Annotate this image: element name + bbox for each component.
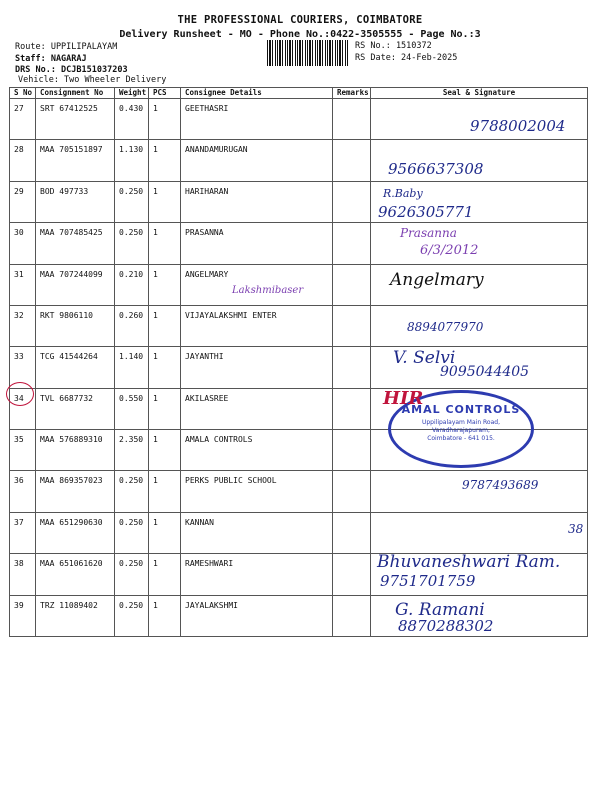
col-consignee: Consignee Details (181, 88, 333, 99)
cell-consignee: AMALA CONTROLS (181, 430, 333, 471)
cell-consignment-no: MAA 869357023 (36, 471, 115, 512)
cell-consignment-no: TCG 41544264 (36, 347, 115, 388)
cell-consignment-no: MAA 707485425 (36, 223, 115, 264)
cell-consignment-no: MAA 705151897 (36, 140, 115, 181)
cell-remarks (333, 430, 371, 471)
handwriting-row33-phone: 9095044405 (440, 364, 530, 380)
handwriting-row31-note: Lakshmibaser (232, 285, 304, 296)
handwriting-row31: Angelmary (390, 270, 484, 290)
cell-weight: 1.140 (115, 347, 149, 388)
cell-remarks (333, 595, 371, 637)
cell-consignment-no: SRT 67412525 (36, 99, 115, 140)
cell-remarks (333, 140, 371, 181)
handwriting-row36: 9787493689 (462, 478, 539, 492)
handwriting-row29: 9626305771 (378, 203, 474, 221)
stamp-name: AMAL CONTROLS (401, 403, 521, 416)
cell-consignee: AKILASREE (181, 388, 333, 429)
cell-consignee: ANGELMARY (181, 264, 333, 305)
rs-date: RS Date: 24-Feb-2025 (355, 53, 458, 63)
cell-sno: 30 (10, 223, 36, 264)
col-consignment: Consignment No (36, 88, 115, 99)
table-header-row (10, 88, 588, 99)
handwriting-row30-date: 6/3/2012 (420, 243, 479, 258)
cell-sno: 31 (10, 264, 36, 305)
table-row (10, 305, 588, 346)
cell-pcs: 1 (149, 223, 181, 264)
cell-sno: 28 (10, 140, 36, 181)
stamp-line3: Coimbatore - 641 015. (427, 435, 495, 442)
cell-pcs: 1 (149, 181, 181, 222)
cell-remarks (333, 305, 371, 346)
cell-consignment-no: MAA 651061620 (36, 554, 115, 595)
cell-consignee: ANANDAMURUGAN (181, 140, 333, 181)
cell-consignment-no: RKT 9806110 (36, 305, 115, 346)
cell-consignee: JAYALAKSHMI (181, 595, 333, 637)
cell-remarks (333, 554, 371, 595)
handwriting-row30-name: Prasanna (400, 226, 457, 240)
vehicle-label: Vehicle: Two Wheeler Delivery (18, 75, 167, 85)
cell-signature (371, 512, 588, 553)
cell-sno: 27 (10, 99, 36, 140)
col-pcs: PCS (149, 88, 181, 99)
cell-remarks (333, 223, 371, 264)
cell-remarks (333, 388, 371, 429)
col-signature: Seal & Signature (371, 88, 588, 99)
handwriting-row38: 9751701759 (380, 572, 476, 590)
cell-sno: 36 (10, 471, 36, 512)
table-row (10, 595, 588, 637)
cell-sno: 39 (10, 595, 36, 637)
cell-weight: 0.250 (115, 471, 149, 512)
cell-consignee: KANNAN (181, 512, 333, 553)
cell-pcs: 1 (149, 140, 181, 181)
handwriting-row33-name: V. Selvi (393, 348, 456, 368)
col-sno: S No (10, 88, 36, 99)
runsheet-subtitle: Delivery Runsheet - MO - Phone No.:0422-3505555 - Page No.:3 (119, 29, 481, 40)
cell-consignment-no: MAA 576889310 (36, 430, 115, 471)
cell-weight: 0.260 (115, 305, 149, 346)
table-row (10, 223, 588, 264)
cell-pcs: 1 (149, 305, 181, 346)
handwriting-row29-name: R.Baby (383, 187, 423, 200)
cell-sno: 35 (10, 430, 36, 471)
cell-remarks (333, 99, 371, 140)
handwriting-row39: 8870288302 (398, 617, 494, 635)
cell-consignment-no: MAA 707244099 (36, 264, 115, 305)
cell-consignee: PERKS PUBLIC SCHOOL (181, 471, 333, 512)
cell-pcs: 1 (149, 264, 181, 305)
cell-sno: 38 (10, 554, 36, 595)
col-remarks: Remarks (333, 88, 371, 99)
cell-pcs: 1 (149, 554, 181, 595)
cell-remarks (333, 512, 371, 553)
cell-consignment-no: MAA 651290630 (36, 512, 115, 553)
cell-consignee: GEETHASRI (181, 99, 333, 140)
cell-consignee: HARIHARAN (181, 181, 333, 222)
cell-sno: 37 (10, 512, 36, 553)
handwriting-row27: 9788002004 (470, 117, 566, 135)
cell-remarks (333, 347, 371, 388)
drs-number: DRS No.: DCJB151037203 (15, 65, 128, 75)
cell-pcs: 1 (149, 471, 181, 512)
cell-pcs: 1 (149, 512, 181, 553)
table-row (10, 512, 588, 553)
cell-remarks (333, 264, 371, 305)
cell-consignment-no: TRZ 11089402 (36, 595, 115, 637)
cell-weight: 0.250 (115, 595, 149, 637)
cell-pcs: 1 (149, 595, 181, 637)
cell-pcs: 1 (149, 430, 181, 471)
handwriting-row34: HIR (383, 388, 424, 409)
table-row (10, 181, 588, 222)
cell-consignment-no: TVL 6687732 (36, 388, 115, 429)
cell-weight: 0.430 (115, 99, 149, 140)
staff-label: Staff: NAGARAJ (15, 54, 87, 64)
cell-remarks (333, 181, 371, 222)
cell-remarks (333, 471, 371, 512)
route-label: Route: UPPILIPALAYAM (15, 42, 118, 52)
cell-consignee: VIJAYALAKSHMI ENTER (181, 305, 333, 346)
cell-sno: 34 (10, 388, 36, 429)
stamp-line2: Varadharajapuram, (432, 427, 490, 434)
cell-weight: 0.250 (115, 554, 149, 595)
handwriting-row32: 8894077970 (407, 320, 484, 334)
cell-consignee: PRASANNA (181, 223, 333, 264)
table-row (10, 140, 588, 181)
cell-weight: 0.210 (115, 264, 149, 305)
handwriting-row39-name: G. Ramani (395, 600, 485, 620)
cell-sno: 29 (10, 181, 36, 222)
handwriting-row38-name: Bhuvaneshwari Ram. (377, 552, 561, 572)
col-weight: Weight (115, 88, 149, 99)
cell-pcs: 1 (149, 347, 181, 388)
cell-pcs: 1 (149, 388, 181, 429)
cell-weight: 0.250 (115, 181, 149, 222)
runsheet-title: THE PROFESSIONAL COURIERS, COIMBATORE (177, 14, 423, 26)
cell-sno: 32 (10, 305, 36, 346)
handwriting-row28: 9566637308 (388, 160, 484, 178)
cell-weight: 0.250 (115, 512, 149, 553)
cell-consignee: JAYANTHI (181, 347, 333, 388)
cell-pcs: 1 (149, 99, 181, 140)
cell-sno: 33 (10, 347, 36, 388)
row-34-circle-mark (6, 382, 34, 406)
cell-weight: 1.130 (115, 140, 149, 181)
cell-weight: 0.550 (115, 388, 149, 429)
barcode-graphic (267, 40, 349, 66)
cell-consignment-no: BOD 497733 (36, 181, 115, 222)
cell-weight: 0.250 (115, 223, 149, 264)
handwriting-row37: 38 (568, 522, 584, 536)
stamp-line1: Uppilipalayam Main Road, (421, 419, 500, 426)
rs-number: RS No.: 1510372 (355, 41, 432, 51)
cell-consignee: RAMESHWARI (181, 554, 333, 595)
cell-weight: 2.350 (115, 430, 149, 471)
